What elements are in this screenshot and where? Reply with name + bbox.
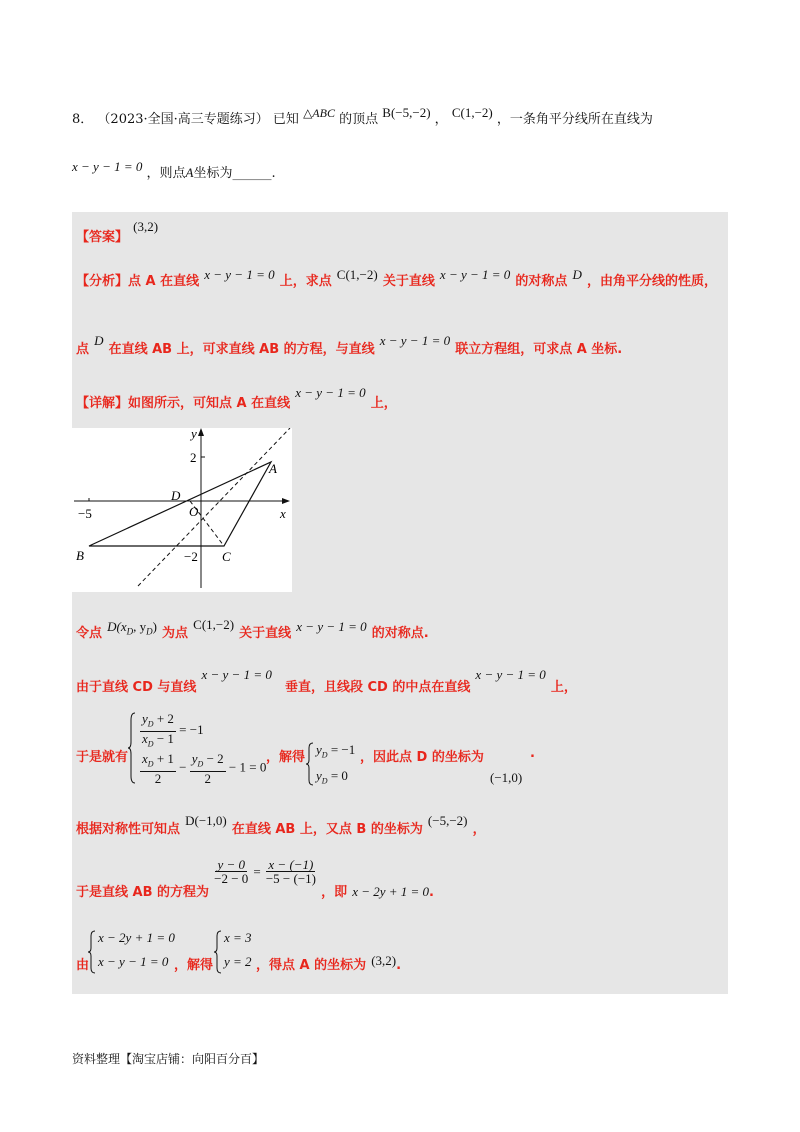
point-d: D xyxy=(94,333,104,348)
var-a: A xyxy=(185,165,194,180)
detail-line-2 xyxy=(76,617,429,643)
brace-left xyxy=(214,930,222,974)
line-expr: x − y − 1 = 0 xyxy=(201,667,272,682)
detail-line-1 xyxy=(76,385,397,411)
line-expr: x − y − 1 = 0 xyxy=(296,619,367,634)
solution-after-text: ，因此点 D 的坐标为 xyxy=(360,750,484,765)
point-d-var: D(xD, yD) xyxy=(107,619,157,637)
detail-text: 于是直线 AB 的方程为 xyxy=(76,885,210,900)
analysis-text: 点 A 在直线 xyxy=(128,274,200,289)
geometry-figure xyxy=(72,428,292,592)
detail-text: 上， xyxy=(550,680,577,695)
system-eq-1: $\frac{y_D + 2}{x_D - 1}$ = −1 xyxy=(142,711,204,749)
answer-label: 【答案】 xyxy=(76,230,129,245)
detail-text: 由于直线 CD 与直线 xyxy=(76,680,197,695)
question-text: ， xyxy=(434,112,448,127)
analysis-label: 【分析】 xyxy=(76,274,129,289)
question-line-1 xyxy=(72,105,653,127)
line-expr: x − y − 1 = 0 xyxy=(379,333,451,348)
detail-text: 如图所示，可知点 A 在直线 xyxy=(128,396,291,411)
solution-yd2: $y_D = 0$ xyxy=(316,768,348,786)
label-a: A xyxy=(269,461,277,476)
detail-text: 关于直线 xyxy=(239,626,292,641)
footer-text: 资料整理【淘宝店铺：向阳百分百】 xyxy=(72,1052,265,1066)
solution-yd: $y_D = -1$ xyxy=(316,742,356,760)
analysis-line-1 xyxy=(76,267,717,289)
analysis-text: 点 xyxy=(76,342,90,357)
label-c: C xyxy=(222,549,231,564)
final-eq-1: x − 2y + 1 = 0 xyxy=(98,930,175,945)
line-expr: x − y − 1 = 0 xyxy=(439,267,511,282)
solve-text: ，解得 xyxy=(266,750,306,765)
point-c: C(1,−2) xyxy=(193,617,235,632)
answer-row xyxy=(76,219,159,245)
ab-right-frac: $\frac{x - (-1)}{-5 - (-1)}$ xyxy=(265,857,316,886)
brace-left xyxy=(306,742,314,786)
question-text: ，一条角平分线所在直线为 xyxy=(496,112,653,127)
detail-text: 上， xyxy=(370,396,397,411)
point-b: (−5,−2) xyxy=(427,813,468,828)
final-sol-y: y = 2 xyxy=(224,954,252,969)
ab-equation: x − 2y + 1 = 0 xyxy=(352,884,430,899)
brace-left xyxy=(88,930,96,974)
y-axis-arrow xyxy=(198,428,204,436)
analysis-text: 联立方程组，可求点 A 坐标. xyxy=(455,342,623,357)
detail-text: 令点 xyxy=(76,626,103,641)
d-coord: (−1,0) xyxy=(490,770,523,785)
x-axis-label: x xyxy=(280,506,286,521)
ab-left-frac: $\frac{y - 0}{-2 - 0}$ xyxy=(214,857,249,886)
question-text: ，则点 xyxy=(146,166,186,181)
brace-left xyxy=(128,712,136,784)
final-eq-2: x − y − 1 = 0 xyxy=(98,954,169,969)
detail-text: ， xyxy=(472,822,486,837)
label-o: O xyxy=(189,504,199,519)
detail-text: 为点 xyxy=(162,626,189,641)
analysis-line-2 xyxy=(76,333,623,357)
triangle-abc xyxy=(89,462,271,546)
triangle-abc: △ABC xyxy=(303,106,335,120)
question-line-2 xyxy=(72,159,276,181)
analysis-text: 在直线 AB 上，可求直线 AB 的方程，与直线 xyxy=(108,342,375,357)
question-source: （2023·全国·高三专题练习） xyxy=(97,112,269,127)
y-axis-label: y xyxy=(191,428,197,441)
question-text: 已知 xyxy=(272,112,299,127)
tick-label-neg5: −5 xyxy=(78,506,92,521)
point-a-coord: (3,2) xyxy=(371,953,397,968)
analysis-text: ，由角平分线的性质， xyxy=(586,274,717,289)
detail-label: 【详解】 xyxy=(76,396,129,411)
line-expr: x − y − 1 = 0 xyxy=(475,667,546,682)
final-solve: ，解得 xyxy=(174,958,214,973)
detail-text: ，得点 A 的坐标为 xyxy=(256,958,367,973)
point-c: C(1,−2) xyxy=(451,105,493,120)
detail-line-sym xyxy=(76,813,486,837)
detail-text: 在直线 AB 上，又点 B 的坐标为 xyxy=(231,822,423,837)
point-d: D xyxy=(572,267,582,282)
tick-label-neg2: −2 xyxy=(184,549,198,564)
point-d: D(−1,0) xyxy=(185,813,227,828)
detail-text: ，即 xyxy=(321,885,348,900)
system-intro: 于是就有 xyxy=(76,750,129,765)
point-b: B(−5,−2) xyxy=(382,105,431,120)
bisector-line: x − y − 1 = 0 xyxy=(72,159,143,174)
bisector-line xyxy=(138,428,290,586)
answer-value: (3,2) xyxy=(133,219,159,234)
analysis-text: 的对称点 xyxy=(515,274,568,289)
detail-text: 垂直，且线段 CD 的中点在直线 xyxy=(284,680,471,695)
tick-label-2: 2 xyxy=(190,450,197,465)
system-eq-2: $\frac{x_D + 1}{2}$ − $\frac{y_D - 2}{2}$ − 1 = 0 xyxy=(142,751,267,786)
final-intro: 由 xyxy=(76,958,90,973)
detail-line-ab: $_{于是直线 AB 的方程为}$ $\frac{y - 0}{-2 - 0}$ = $\frac{x - (-1)}{-5 - (-1)}$ $_{,即}$ $_{x - 2y + 1 = 0.}$ xyxy=(76,857,434,900)
detail-line-3 xyxy=(76,667,577,695)
label-b: B xyxy=(76,548,84,563)
analysis-text: 上，求点 xyxy=(279,274,332,289)
question-number: 8． xyxy=(72,112,94,127)
x-axis-arrow xyxy=(282,498,290,504)
question-text: 坐标为______. xyxy=(193,166,276,181)
line-expr: x − y − 1 = 0 xyxy=(204,267,275,282)
period: . xyxy=(530,746,535,761)
detail-text: 根据对称性可知点 xyxy=(76,822,181,837)
question-text: 的顶点 xyxy=(339,112,379,127)
detail-text: 的对称点. xyxy=(371,626,429,641)
final-sol-x: x = 3 xyxy=(224,930,252,945)
final-result: ，得点 A 的坐标为 $^{(3,2)}$. xyxy=(256,953,402,973)
label-d: D xyxy=(171,488,181,503)
point-c: C(1,−2) xyxy=(336,267,378,282)
analysis-text: 关于直线 xyxy=(382,274,435,289)
line-expr: x − y − 1 = 0 xyxy=(295,385,366,400)
